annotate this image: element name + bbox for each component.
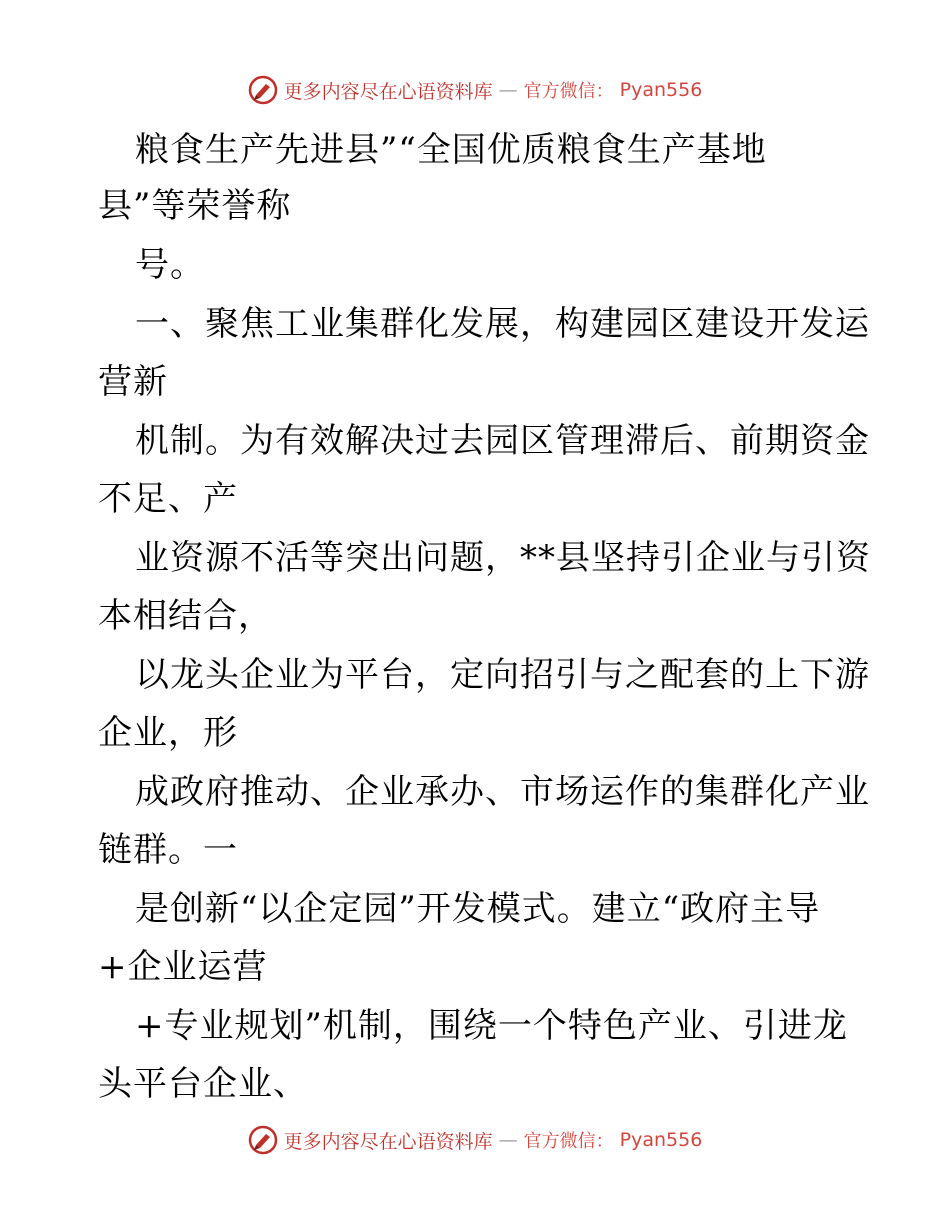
text-line: 不足、产 (98, 479, 238, 519)
text-line: 粮食生产先进县”“全国优质粮食生产基地 (135, 130, 767, 170)
text-line: 本相结合， (98, 596, 273, 636)
logo-icon (248, 1125, 278, 1155)
text-line: +企业运营 (98, 947, 268, 987)
text-line: 企业，形 (98, 713, 238, 753)
watermark-site: 更多内容尽在心语资料库 (283, 1130, 493, 1153)
text-line: 一、聚焦工业集群化发展，构建园区建设开发运 (135, 304, 870, 344)
watermark-id: Pyan556 (619, 79, 703, 101)
text-line: 以龙头企业为平台，定向招引与之配套的上下游 (135, 655, 870, 695)
text-line: 头平台企业、 (98, 1064, 308, 1104)
text-line: 营新 (98, 362, 168, 402)
watermark-site: 更多内容尽在心语资料库 (283, 80, 493, 103)
logo-icon (248, 75, 278, 105)
text-line: 业资源不活等突出问题，**县坚持引企业与引资 (135, 538, 871, 578)
watermark-id: Pyan556 (619, 1129, 703, 1151)
header-watermark (0, 72, 950, 108)
footer-watermark (0, 1122, 950, 1158)
watermark-dash: — (498, 79, 518, 101)
watermark-dash: — (498, 1129, 518, 1151)
text-line: 是创新“以企定园”开发模式。建立“政府主导 (135, 889, 821, 929)
watermark-label: 官方微信： (523, 1131, 614, 1152)
text-line: +专业规划”机制，围绕一个特色产业、引进龙 (135, 1006, 848, 1046)
text-line: 号。 (135, 245, 205, 285)
watermark-label: 官方微信： (523, 81, 614, 102)
text-line: 成政府推动、企业承办、市场运作的集群化产业 (135, 772, 870, 812)
text-line: 县”等荣誉称 (98, 186, 292, 226)
text-line: 机制。为有效解决过去园区管理滞后、前期资金 (135, 421, 870, 461)
text-line: 链群。一 (98, 830, 238, 870)
